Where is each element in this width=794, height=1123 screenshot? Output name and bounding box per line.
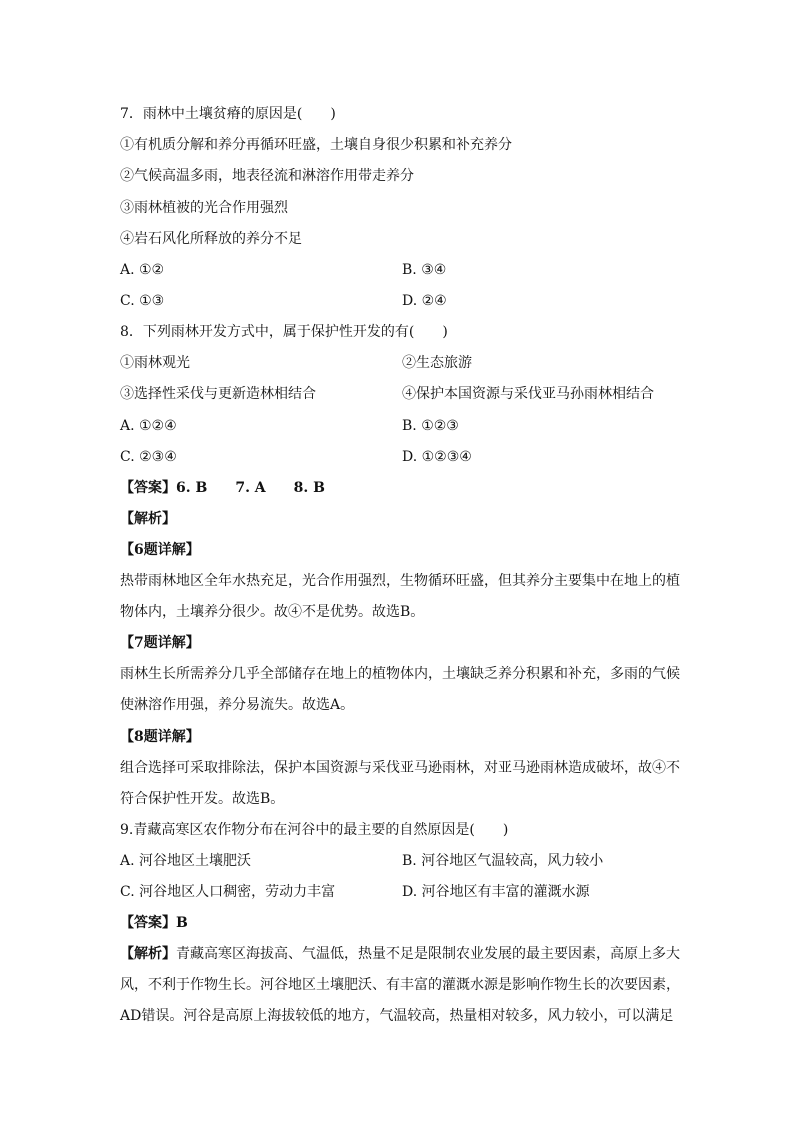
q7-option-b: B. ③④ xyxy=(402,262,447,278)
detail-8-heading: 【8题详解】 xyxy=(120,729,200,745)
q9-option-b: B. 河谷地区气温较高，风力较小 xyxy=(402,853,604,869)
q7-item-1: ①有机质分解和养分再循环旺盛，土壤自身很少积累和补充养分 xyxy=(120,137,512,153)
q9-option-d: D. 河谷地区有丰富的灌溉水源 xyxy=(402,884,590,900)
answer-6-8: 【答案】6. B 7. A 8. B xyxy=(120,480,325,496)
q8-item-1: ①雨林观光 xyxy=(120,355,190,371)
q7-option-d: D. ②④ xyxy=(402,293,447,309)
detail-7-line-2: 使淋溶作用强，养分易流失。故选A。 xyxy=(120,697,355,713)
detail-7-heading: 【7题详解】 xyxy=(120,635,200,651)
q8-option-b: B. ①②③ xyxy=(402,418,459,434)
q9-option-a: A. 河谷地区土壤肥沃 xyxy=(120,853,252,869)
q8-option-c: C. ②③④ xyxy=(120,449,177,465)
analysis-label: 【解析】 xyxy=(120,511,176,527)
detail-6-line-2: 物体内，土壤养分很少。故④不是优势。故选B。 xyxy=(120,604,425,620)
analysis-9-line-1 xyxy=(120,944,680,964)
q8-item-4: ④保护本国资源与采伐亚马孙雨林相结合 xyxy=(402,386,654,402)
q9-stem: 9.青藏高寒区农作物分布在河谷中的最主要的自然原因是( ) xyxy=(120,822,509,838)
q8-option-d: D. ①②③④ xyxy=(402,449,472,465)
q7-item-4: ④岩石风化所释放的养分不足 xyxy=(120,231,302,247)
q8-item-2: ②生态旅游 xyxy=(402,355,472,371)
detail-8-line-1: 组合选择可采取排除法，保护本国资源与采伐亚马逊雨林，对亚马逊雨林造成破坏，故④不 xyxy=(120,760,680,776)
q7-item-2: ②气候高温多雨，地表径流和淋溶作用带走养分 xyxy=(120,168,414,184)
detail-7-line-1: 雨林生长所需养分几乎全部储存在地上的植物体内，土壤缺乏养分积累和补充，多雨的气候 xyxy=(120,666,680,682)
answer-9: 【答案】B xyxy=(120,915,188,931)
q8-item-3: ③选择性采伐与更新造林相结合 xyxy=(120,386,316,402)
q9-option-c: C. 河谷地区人口稠密，劳动力丰富 xyxy=(120,884,336,900)
q8-stem: 8．下列雨林开发方式中，属于保护性开发的有( ) xyxy=(120,324,448,340)
analysis-9-text-1: 青藏高寒区海拔高、气温低，热量不足是限制农业发展的最主要因素，高原上多大 xyxy=(176,946,680,962)
q7-option-a: A. ①② xyxy=(120,262,165,278)
analysis-9-line-3: AD错误。河谷是高原上海拔较低的地方，气温较高，热量相对较多，风力较小，可以满足 xyxy=(120,1008,674,1024)
q7-option-c: C. ①③ xyxy=(120,293,165,309)
analysis-9-label: 【解析】 xyxy=(120,946,176,962)
analysis-9-line-2: 风，不利于作物生长。河谷地区土壤肥沃、有丰富的灌溉水源是影响作物生长的次要因素， xyxy=(120,977,680,993)
q7-stem: 7．雨林中土壤贫瘠的原因是( ) xyxy=(120,106,336,122)
detail-6-heading: 【6题详解】 xyxy=(120,542,200,558)
detail-8-line-2: 符合保护性开发。故选B。 xyxy=(120,791,285,807)
detail-6-line-1: 热带雨林地区全年水热充足，光合作用强烈，生物循环旺盛，但其养分主要集中在地上的植 xyxy=(120,573,680,589)
q8-option-a: A. ①②④ xyxy=(120,418,177,434)
q7-item-3: ③雨林植被的光合作用强烈 xyxy=(120,200,288,216)
